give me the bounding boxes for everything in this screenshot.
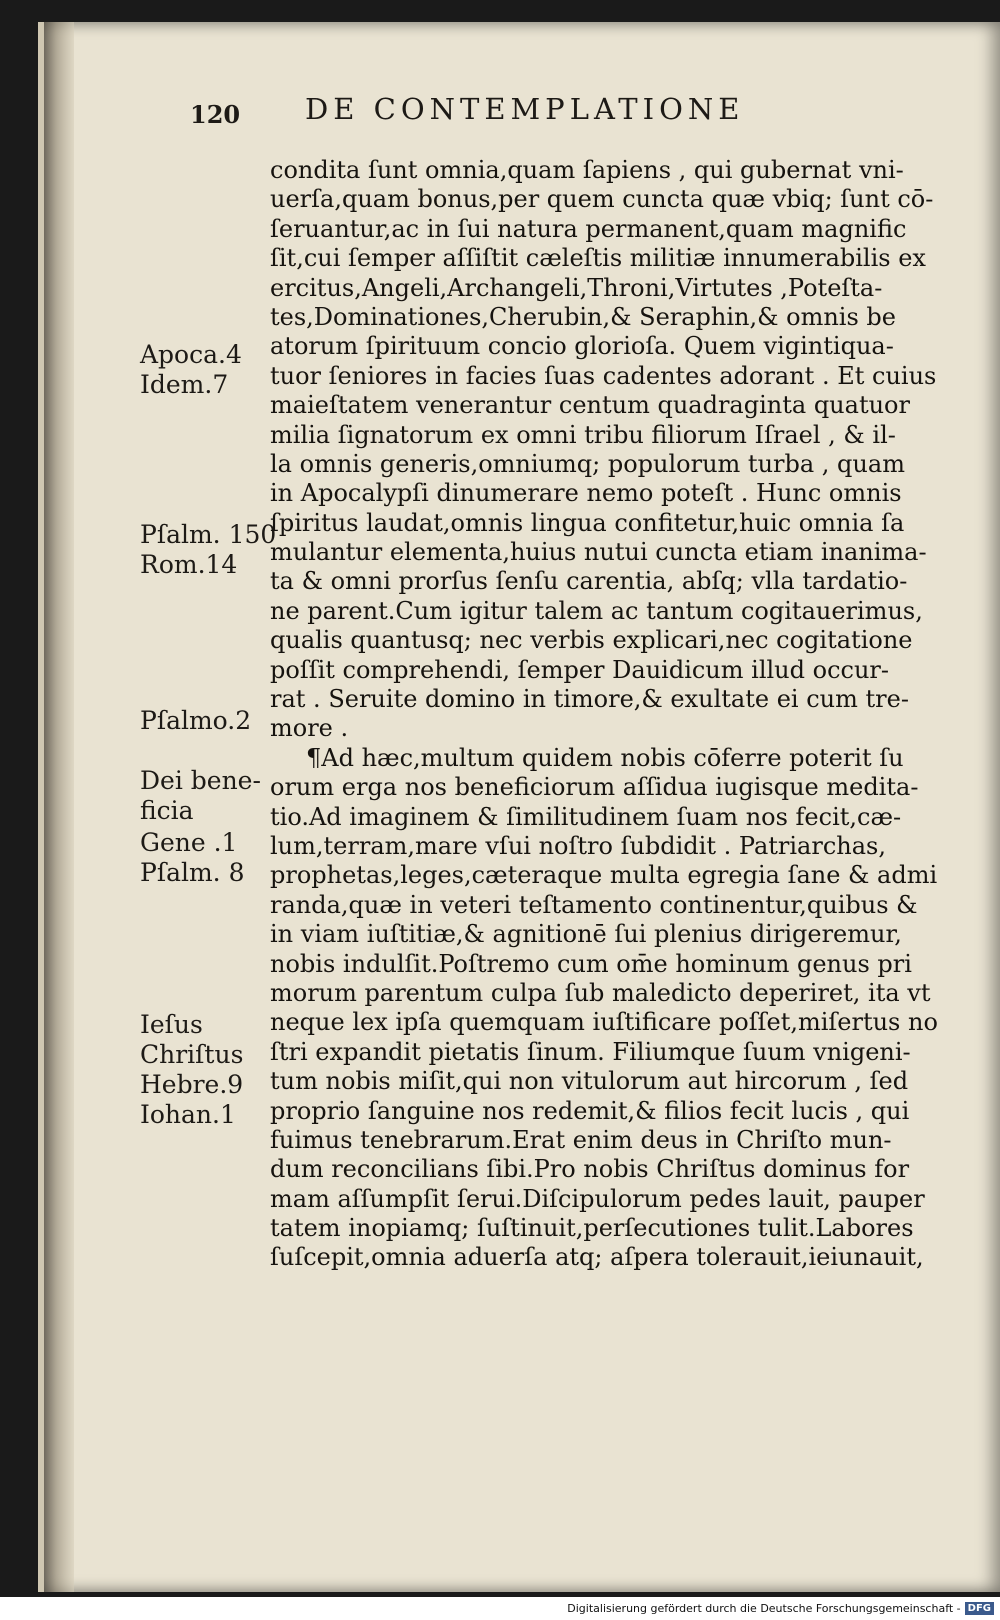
text-line: ercitus,Angeli,Archangeli,Throni,Virtutes ,Poteſta- (270, 273, 883, 302)
text-line: milia ſignatorum ex omni tribu filiorum Iſrael , & il- (270, 420, 896, 449)
margin-note: Pſalm. 8 (140, 858, 245, 887)
text-line: rat . Seruite domino in timore,& exultate ei cum tre- (270, 685, 909, 714)
text-line: tum nobis miſit,qui non vitulorum aut hircorum , ſed (270, 1067, 909, 1096)
margin-note: Apoca.4 (140, 340, 242, 369)
text-line: prophetas,leges,cæteraque multa egregia ſane & admi (270, 861, 938, 890)
text-line: in viam iuſtitiæ,& agnitionē ſui plenius dirigeremur, (270, 920, 902, 949)
text-line: mam aſſumpſit ſerui.Diſcipulorum pedes lauit, pauper (270, 1184, 925, 1213)
text-line: tatem inopiamq; ſuſtinuit,perſecutiones tulit.Labores (270, 1214, 914, 1243)
text-line: ſtri expandit pietatis ſinum. Filiumque ſuum vnigeni- (270, 1037, 911, 1066)
text-line: maieſtatem venerantur centum quadraginta quatuor (270, 391, 910, 420)
credit-text: Digitalisierung gefördert durch die Deutsche Forschungsgemeinschaft - (567, 1601, 961, 1615)
margin-note: ficia (140, 796, 194, 825)
digitization-credit (567, 1598, 994, 1618)
text-line: la omnis generis,omniumq; populorum turba , quam (270, 449, 905, 478)
marginalia (140, 340, 277, 1160)
page-number: 120 (190, 100, 241, 129)
text-line: in Apocalypſi dinumerare nemo poteſt . Hunc omnis (270, 479, 902, 508)
page-gutter-shadow (44, 22, 74, 1592)
text-line: fuimus tenebrarum.Erat enim deus in Chriſto mun- (270, 1125, 892, 1154)
text-line: more . (270, 714, 349, 743)
margin-note: Hebre.9 (140, 1070, 244, 1099)
text-line: ne parent.Cum igitur talem ac tantum cogitauerimus, (270, 596, 923, 625)
text-line: ſeruantur,ac in ſui natura permanent,quam magnific (270, 214, 907, 243)
margin-note: Pſalm. 150 (140, 520, 277, 549)
text-line: morum parentum culpa ſub maledicto deperiret, ita vt (270, 978, 931, 1007)
text-line: ſuſcepit,omnia aduerſa atq; aſpera tolerauit,ieiunauit, (270, 1243, 924, 1272)
text-line: uerſa,quam bonus,per quem cuncta quæ vbiq; ſunt cō- (270, 185, 934, 214)
text-line: condita ſunt omnia,quam ſapiens , qui gubernat vni- (270, 156, 904, 184)
paragraph-start-line: ¶Ad hæc,multum quidem nobis cōferre poterit ſu (306, 743, 904, 772)
text-line: poſſit comprehendi, ſemper Dauidicum illud occur- (270, 655, 889, 684)
margin-note: Gene .1 (140, 828, 238, 857)
text-line: ta & omni prorſus ſenſu carentia, abſq; vlla tardatio- (270, 567, 908, 596)
margin-note: Iohan.1 (140, 1100, 236, 1129)
text-line: randa,quæ in veteri teſtamento continentur,quibus & (270, 890, 918, 919)
text-line: qualis quantusq; nec verbis explicari,nec cogitatione (270, 626, 913, 655)
text-line: tes,Dominationes,Cherubin,& Seraphin,& omnis be (270, 302, 896, 331)
margin-note: Pſalmo.2 (140, 706, 252, 735)
text-line: orum erga nos beneficiorum aſſidua iugisque medita- (270, 773, 919, 802)
text-line: ſit,cui ſemper aſſiſtit cæleſtis militiæ innumerabilis ex (270, 244, 926, 273)
page-title: DE CONTEMPLATIONE (305, 92, 745, 126)
margin-note: Rom.14 (140, 550, 238, 579)
body-text (270, 156, 960, 1273)
margin-note: Chriſtus (140, 1040, 244, 1069)
text-line: neque lex ipſa quemquam iuſtificare poſſet,miſertus no (270, 1008, 938, 1037)
text-line: dum reconcilians ſibi.Pro nobis Chriſtus dominus for (270, 1155, 910, 1184)
text-line: atorum ſpirituum concio glorioſa. Quem vigintiqua- (270, 332, 894, 361)
margin-note: Idem.7 (140, 370, 229, 399)
text-line: nobis indulſit.Poſtremo cum om̄e hominum genus pri (270, 949, 912, 978)
text-line: tuor ſeniores in facies ſuas cadentes adorant . Et cuius (270, 361, 937, 390)
text-line: lum,terram,mare vſui noſtro ſubdidit . Patriarchas, (270, 831, 886, 860)
text-line: ſpiritus laudat,omnis lingua confitetur,huic omnia ſa (270, 508, 905, 537)
text-line: tio.Ad imaginem & ſimilitudinem ſuam nos fecit,cæ- (270, 802, 902, 831)
text-line: mulantur elementa,huius nutui cuncta etiam inanima- (270, 538, 927, 567)
margin-note: Ieſus (140, 1010, 203, 1039)
margin-note: Dei bene- (140, 766, 261, 795)
running-head (190, 92, 970, 136)
dfg-logo: DFG (965, 1602, 994, 1615)
text-line: proprio ſanguine nos redemit,& filios fecit lucis , qui (270, 1096, 910, 1125)
